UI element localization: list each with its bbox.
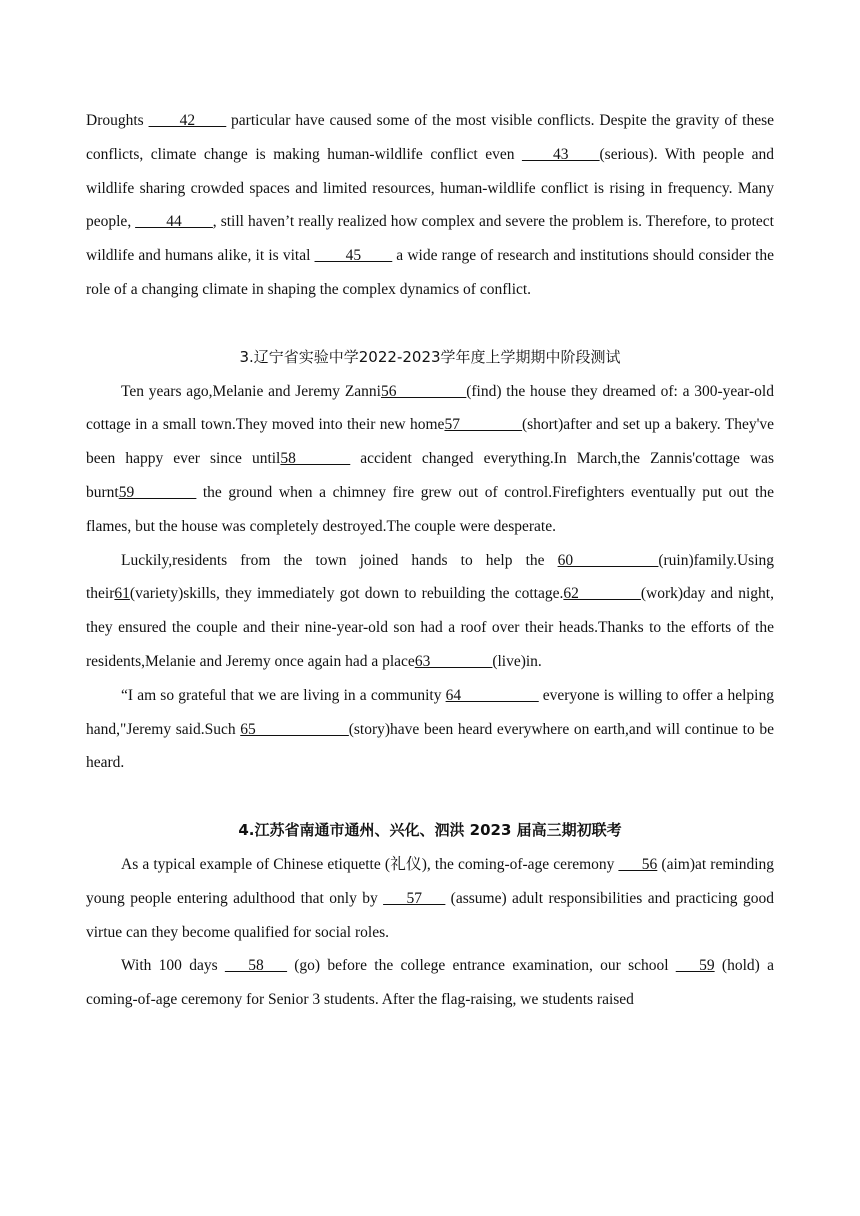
text: (work)day and night, they ensured the couple and their nine-year-old son had a roof over their heads.Thanks to the efforts of the residents,Melanie and Jeremy once again had a place: [86, 585, 774, 670]
blank-61[interactable]: 61: [114, 585, 130, 603]
text: (assume) adult responsibilities and practicing good virtue can they become qualified for social roles.: [86, 889, 775, 941]
blank-57[interactable]: ___57___: [383, 889, 446, 907]
section-3-paragraph-1: [86, 375, 774, 544]
section-4-paragraph-2: [86, 949, 774, 1017]
text: (short)after and set up a bakery. They've been happy ever since until: [86, 416, 774, 468]
blank-60[interactable]: 60___________: [557, 551, 659, 569]
text: everyone is willing to offer a helping hand,"Jeremy said.Such: [86, 686, 774, 738]
document-page: [86, 104, 774, 1017]
text: With 100 days: [121, 957, 225, 975]
text: , still haven’t really realized how complex and severe the problem is. Therefore, to protect wildlife and humans alike, it is vital: [86, 213, 774, 265]
text: (story)have been heard everywhere on earth,and will continue to be heard.: [86, 720, 775, 772]
blank-63[interactable]: 63________: [414, 652, 493, 670]
blank-59[interactable]: ___59: [675, 957, 715, 975]
text: (serious). With people and wildlife sharing crowded spaces and limited resources, human-wildlife conflict is rising in frequency. Many people,: [86, 145, 774, 231]
text: (live)in.: [492, 652, 542, 670]
section-3-heading: 3.辽宁省实验中学2022-2023学年度上学期期中阶段测试: [239, 347, 621, 366]
text: the ground when a chimney fire grew out of control.Firefighters eventually put out the flames, but the house was completely destroyed.The couple were desperate.: [86, 483, 774, 535]
text: (variety)skills, they immediately got down to rebuilding the cottage.: [129, 585, 564, 603]
text: (find) the house they dreamed of: a 300-year-old cottage in a small town.They moved into their new home: [86, 382, 774, 434]
text: (hold) a coming-of-age ceremony for Senior 3 students. After the flag-raising, we students raised: [86, 957, 774, 1009]
blank-62[interactable]: 62________: [563, 585, 641, 603]
blank-65[interactable]: 65____________: [240, 720, 349, 738]
text: (go) before the college entrance examination, our school: [286, 957, 676, 975]
blank-44[interactable]: ____44____: [135, 213, 213, 231]
section-4-paragraph-1: [86, 848, 774, 949]
text: Luckily,residents from the town joined hands to help the: [121, 551, 558, 569]
blank-56[interactable]: 56_________: [380, 382, 467, 400]
text: As a typical example of Chinese etiquette (礼仪), the coming-of-age ceremony: [121, 855, 619, 873]
text: particular have caused some of the most visible conflicts. Despite the gravity of these conflicts, climate change is making human-wildlife conflict even: [86, 112, 775, 163]
blank-64[interactable]: 64__________: [445, 686, 539, 704]
blank-58[interactable]: 58_______: [280, 450, 351, 468]
text: Droughts: [86, 112, 149, 129]
section-3-paragraph-3: [86, 679, 774, 780]
blank-43[interactable]: ____43____: [522, 145, 600, 163]
blank-57[interactable]: 57________: [444, 416, 522, 434]
section-4-heading: 4.江苏省南通市通州、兴化、泗洪 2023 届高三期初联考: [238, 821, 622, 840]
blank-58[interactable]: ___58___: [224, 957, 287, 975]
text: “I am so grateful that we are living in a community: [121, 686, 446, 704]
section-3-paragraph-2: [86, 544, 774, 679]
blank-42[interactable]: ____42____: [148, 112, 227, 129]
blank-59[interactable]: 59________: [118, 483, 197, 501]
text: (ruin)family.Using their: [86, 551, 774, 603]
blank-45[interactable]: ____45____: [314, 247, 393, 265]
passage-paragraph: [86, 104, 774, 307]
text: Ten years ago,Melanie and Jeremy Zanni: [121, 382, 381, 400]
text: (aim)at reminding young people entering adulthood that only by: [86, 855, 774, 907]
text: accident changed everything.In March,the Zannis'cottage was burnt: [86, 450, 774, 501]
blank-56[interactable]: ___56: [618, 855, 658, 873]
text: a wide range of research and institutions should consider the role of a changing climate in shaping the complex dynamics of conflict.: [86, 247, 774, 298]
